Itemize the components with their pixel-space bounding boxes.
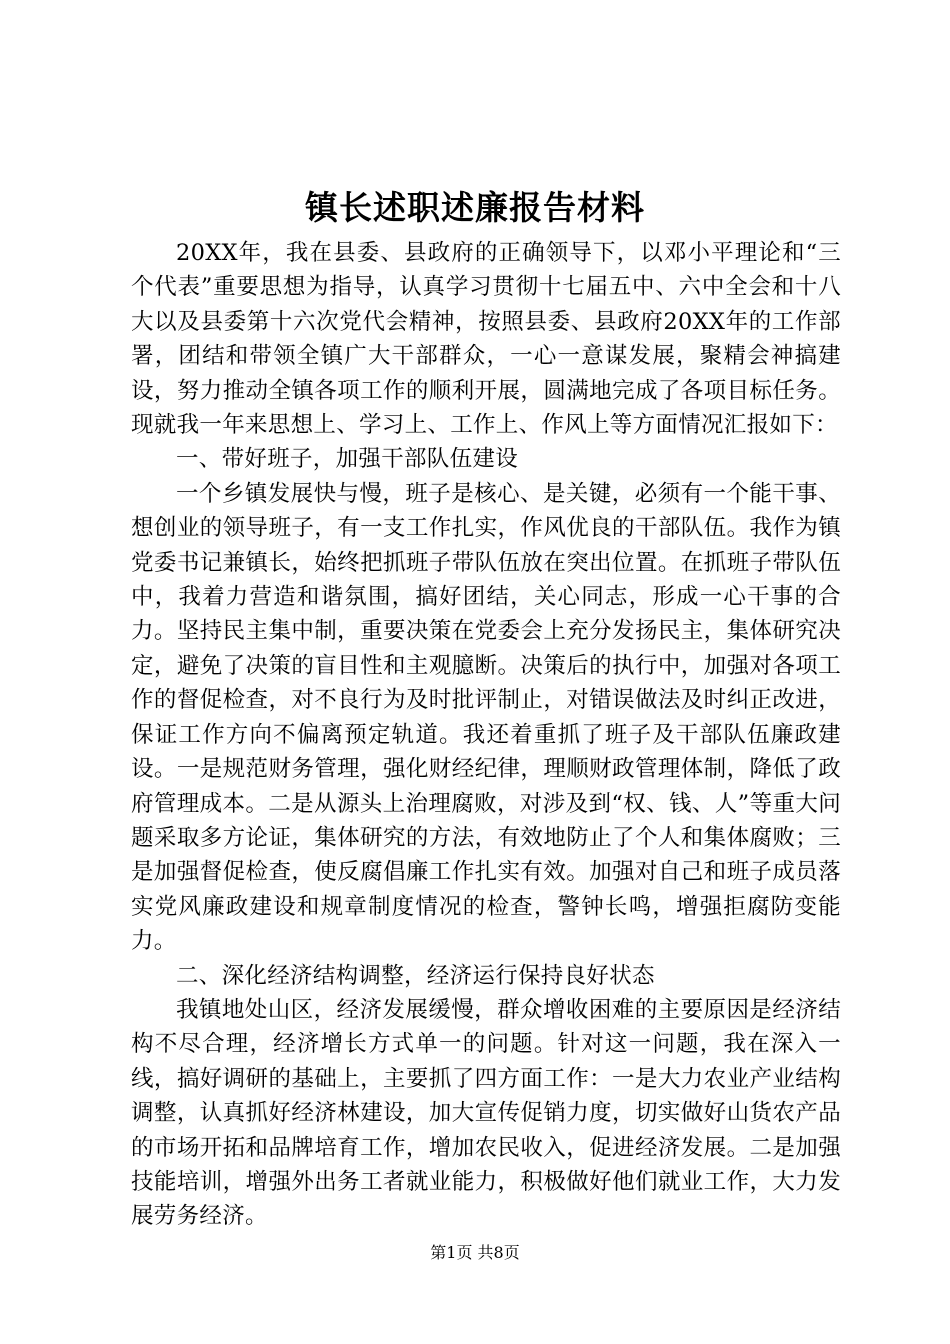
page-number-footer: 第1页 共8页 bbox=[430, 1243, 520, 1262]
section-1-paragraph: 一个乡镇发展快与慢，班子是核心、是关键，必须有一个能干事、想创业的领导班子，有一支工作扎实，作风优良的干部队伍。我作为镇党委书记兼镇长，始终把抓班子带队伍放在突出位置。在抓班子带队伍中，我着力营造和谐氛围，搞好团结，关心同志，形成一心干事的合力。坚持民主集中制，重要决策在党委会上充分发扬民主，集体研究决定，避免了决策的盲目性和主观臆断。决策后的执行中，加强对各项工作的督促检查，对不良行为及时批评制止，对错误做法及时纠正改进，保证工作方向不偏离预定轨道。我还着重抓了班子及干部队伍廉政建设。一是规范财务管理，强化财经纪律，理顺财政管理体制，降低了政府管理成本。二是从源头上治理腐败，对涉及到“权、钱、人”等重大问题采取多方论证，集体研究的方法，有效地防止了个人和集体腐败；三是加强督促检查，使反腐倡廉工作扎实有效。加强对自己和班子成员落实党风廉政建设和规章制度情况的检查，警钟长鸣，增强拒腐防变能力。 bbox=[131, 480, 841, 955]
document-body bbox=[131, 236, 841, 1234]
section-2-paragraph: 我镇地处山区，经济发展缓慢，群众增收困难的主要原因是经济结构不尽合理，经济增长方式单一的问题。针对这一问题，我在深入一线，搞好调研的基础上，主要抓了四方面工作：一是大力农业产业结构调整，认真抓好经济林建设，加大宣传促销力度，切实做好山货农产品的市场开拓和品牌培育工作，增加农民收入，促进经济发展。二是加强技能培训，增强外出务工者就业能力，积极做好他们就业工作，大力发展劳务经济。 bbox=[131, 996, 841, 1230]
intro-paragraph: 20XX年，我在县委、县政府的正确领导下，以邓小平理论和“三个代表”重要思想为指导，认真学习贯彻十七届五中、六中全会和十八大以及县委第十六次党代会精神，按照县委、县政府20XX年的工作部署，团结和带领全镇广大干部群众，一心一意谋发展，聚精会神搞建设，努力推动全镇各项工作的顺利开展，圆满地完成了各项目标任务。现就我一年来思想上、学习上、工作上、作风上等方面情况汇报如下： bbox=[131, 240, 841, 439]
section-heading-2: 二、深化经济结构调整，经济运行保持良好状态 bbox=[176, 962, 655, 989]
section-heading-1: 一、带好班子，加强干部队伍建设 bbox=[176, 446, 519, 473]
document-title: 镇长述职述廉报告材料 bbox=[305, 188, 645, 227]
